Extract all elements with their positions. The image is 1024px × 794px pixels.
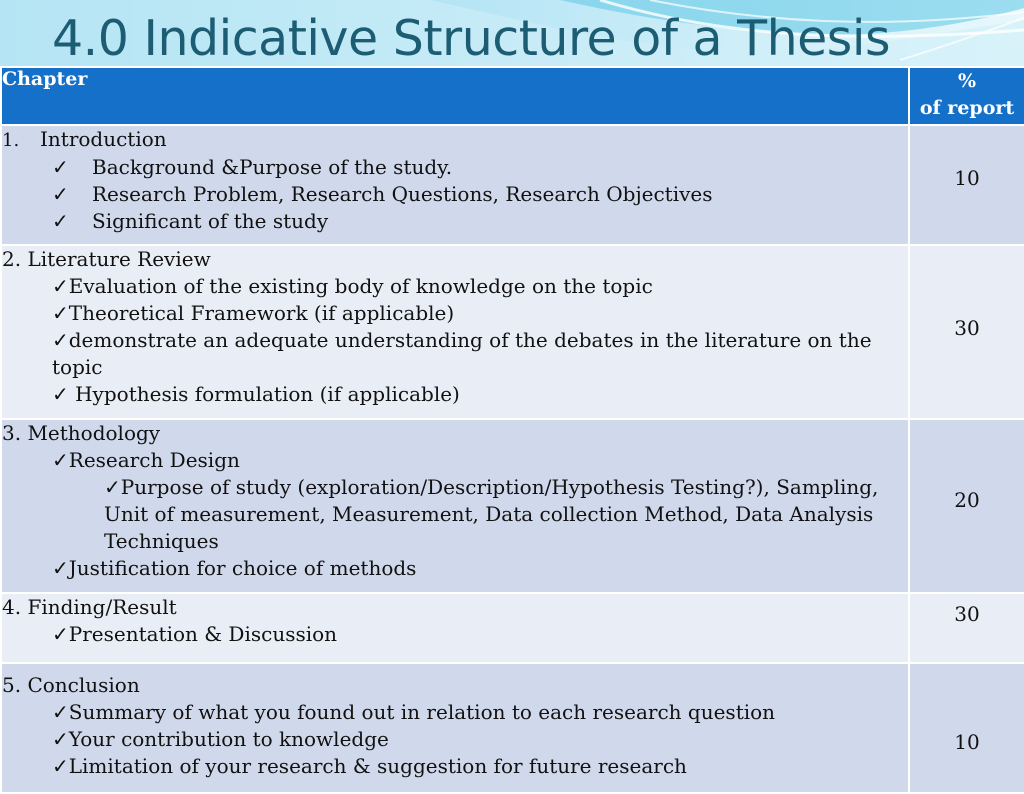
chapter-cell-methodology [1,419,909,593]
list-item: ✓Limitation of your research & suggestion for future research [52,754,687,778]
list-item-text: Significant of the study [92,209,329,233]
slide-title: 4.0 Indicative Structure of a Thesis [52,10,890,67]
chapter-title: 3. Methodology [2,421,161,445]
table-row-introduction [1,125,1024,245]
percent-cell-finding-result [909,593,1024,663]
chapter-title: 4. Finding/Result [2,595,177,619]
list-item: ✓Your contribution to knowledge [52,727,389,751]
check-icon: ✓ [52,155,69,179]
percent-value: 10 [954,730,980,754]
list-item: ✓Presentation & Discussion [52,622,338,646]
list-item: ✓Research Design [52,448,240,472]
list-item-text: Research Problem, Research Questions, Research Objectives [92,182,713,206]
chapter-column-header: Chapter [1,67,909,125]
percent-value: 30 [954,316,980,340]
table-row-literature-review [1,245,1024,419]
percent-header-symbol: % [957,70,977,92]
percent-column-header [909,67,1024,125]
list-item [2,181,908,208]
percent-cell-literature-review [909,245,1024,419]
table-header-row [1,67,1024,125]
list-item [2,208,908,235]
percent-value: 20 [954,488,980,512]
chapter-cell-finding-result [1,593,909,663]
check-icon: ✓ [52,182,69,206]
percent-cell-introduction [909,125,1024,245]
chapter-cell-introduction [1,125,909,245]
table-row-finding-result [1,593,1024,663]
list-item: ✓Theoretical Framework (if applicable) [52,301,455,325]
percent-header-label: of report [919,97,1015,119]
list-item: ✓ Hypothesis formulation (if applicable) [52,382,460,406]
percent-cell-methodology [909,419,1024,593]
list-item: ✓Evaluation of the existing body of knowledge on the topic [52,274,653,298]
list-item: ✓demonstrate an adequate understanding of the debates in the literature on the topic [52,328,872,379]
percent-cell-conclusion [909,663,1024,793]
chapter-number: 1. [2,130,20,151]
table-row-conclusion [1,663,1024,793]
list-item [2,154,908,181]
chapter-title: 5. Conclusion [2,673,140,697]
table-row-methodology [1,419,1024,593]
chapter-title: Introduction [40,127,167,151]
sub-list-item: ✓Purpose of study (exploration/Description/Hypothesis Testing?), Sampling, Unit of measurement, Measurement, Data collection Method, Data Analysis Techniques [104,475,879,553]
chapter-title: 2. Literature Review [2,247,211,271]
chapter-cell-literature-review [1,245,909,419]
chapter-heading-introduction [2,126,908,154]
thesis-structure-table [0,66,1024,794]
list-item: ✓Justification for choice of methods [52,556,417,580]
percent-value: 30 [954,602,980,626]
list-item-text: Background &Purpose of the study. [92,155,453,179]
chapter-cell-conclusion [1,663,909,793]
list-item: ✓Summary of what you found out in relation to each research question [52,700,776,724]
percent-value: 10 [954,166,980,190]
check-icon: ✓ [52,209,69,233]
